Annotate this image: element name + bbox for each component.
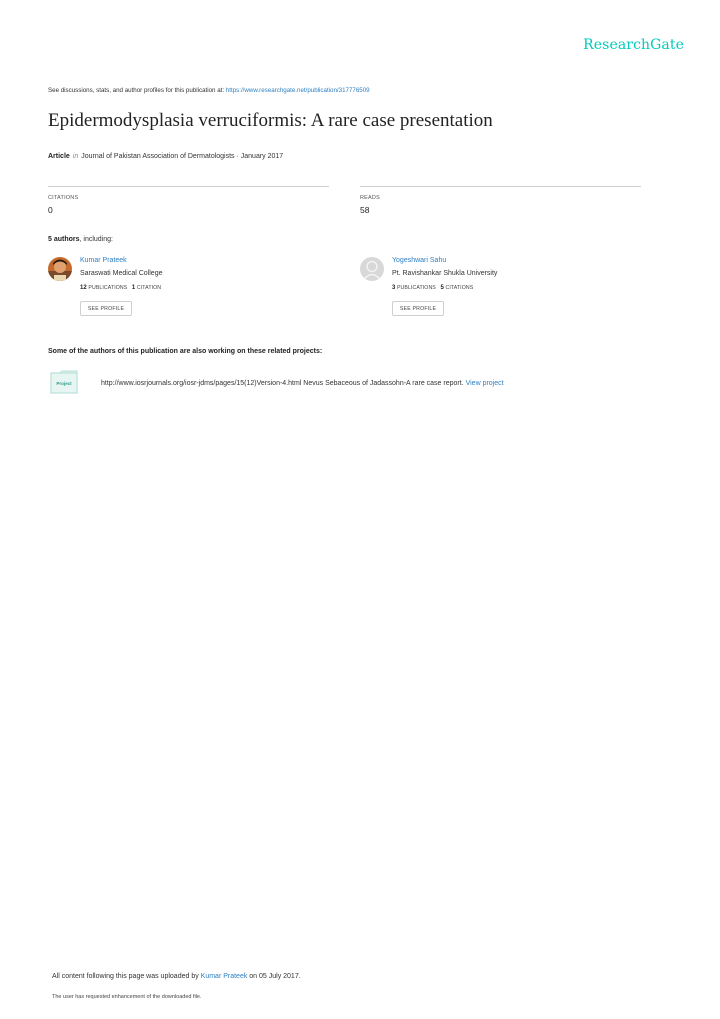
enhancement-note: The user has requested enhancement of the downloaded file.: [52, 994, 202, 1000]
author-counts: [392, 285, 473, 291]
publication-venue: Journal of Pakistan Association of Dermatologists · January 2017: [81, 153, 284, 160]
upload-notice: [52, 973, 301, 980]
project-item: [101, 380, 504, 387]
author-name-link[interactable]: Yogeshwari Sahu: [392, 257, 447, 264]
publications-count: 3: [392, 285, 396, 291]
citations-divider: [48, 186, 329, 187]
uploader-link[interactable]: Kumar Prateek: [200, 973, 248, 980]
related-projects-heading: Some of the authors of this publication are also working on these related projects:: [48, 348, 323, 355]
citations-count-label: CITATIONS: [445, 285, 474, 291]
citations-count: 5: [440, 285, 444, 291]
in-word: in: [72, 153, 79, 160]
researchgate-logo[interactable]: ResearchGate: [583, 37, 684, 53]
upload-suffix: on 05 July 2017.: [247, 973, 301, 980]
publication-title: Epidermodysplasia verruciformis: A rare case presentation: [48, 110, 493, 131]
default-user-icon: [360, 257, 384, 281]
authors-suffix: , including:: [79, 236, 113, 243]
photo-avatar-icon: [48, 257, 72, 281]
publications-count: 12: [80, 285, 87, 291]
author-affiliation: Pt. Ravishankar Shukla University: [392, 270, 498, 277]
publication-meta: [48, 153, 283, 160]
publication-type: Article: [48, 153, 70, 160]
citations-label: CITATIONS: [48, 195, 79, 201]
see-profile-button[interactable]: SEE PROFILE: [392, 301, 444, 316]
author-counts: [80, 285, 161, 291]
authors-count: 5 authors: [48, 236, 80, 243]
project-icon-label: Project: [56, 381, 72, 386]
discussion-notice-text: See discussions, stats, and author profiles for this publication at:: [48, 87, 226, 94]
citations-value: 0: [48, 205, 53, 215]
author-avatar-photo[interactable]: [48, 257, 72, 281]
reads-label: READS: [360, 195, 380, 201]
see-profile-button[interactable]: SEE PROFILE: [80, 301, 132, 316]
project-description: http://www.iosrjournals.org/iosr-jdms/pages/15(12)Version-4.html Nevus Sebaceous of Jadassohn-A rare case report.: [101, 380, 466, 387]
publication-url-link[interactable]: https://www.researchgate.net/publication/317776509: [225, 87, 370, 94]
view-project-link[interactable]: View project: [465, 380, 504, 387]
authors-summary: [48, 236, 113, 243]
publications-label: PUBLICATIONS: [88, 285, 128, 291]
author-avatar-default[interactable]: [360, 257, 384, 281]
reads-value: 58: [360, 205, 370, 215]
citations-count: 1: [131, 285, 136, 291]
citations-count-label: CITATION: [136, 285, 162, 291]
project-icon: [50, 370, 78, 394]
discussion-notice: [48, 87, 370, 94]
upload-prefix: All content following this page was uploaded by: [52, 973, 201, 980]
author-affiliation: Saraswati Medical College: [80, 270, 163, 277]
reads-divider: [360, 186, 641, 187]
author-name-link[interactable]: Kumar Prateek: [80, 257, 127, 264]
publications-label: PUBLICATIONS: [396, 285, 436, 291]
